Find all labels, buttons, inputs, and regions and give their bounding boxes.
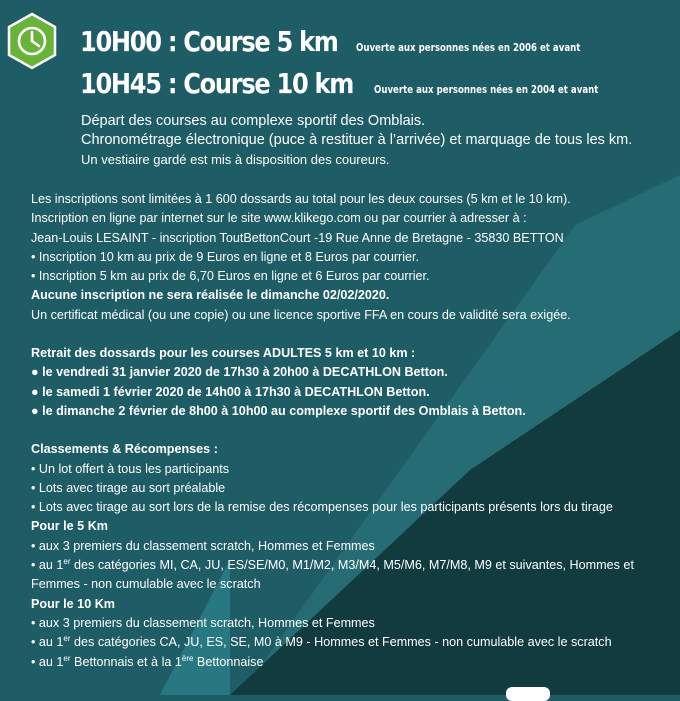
intro-line-vestiaire: Un vestiaire gardé est mis à disposition des coureurs. (81, 152, 390, 167)
ten-km-categories: • au 1er des catégories CA, JU, ES, SE, M0 à M9 - Hommes et Femmes - non cumulable avec le scratch (31, 634, 612, 650)
price-5km: • Inscription 5 km au prix de 6,70 Euros en ligne et 6 Euros par courrier. (31, 269, 430, 284)
retrait-item: ● le dimanche 2 février de 8h00 à 10h00 au complexe sportif des Omblais à Betton. (31, 403, 526, 418)
classement-item: • Un lot offert à tous les participants (31, 461, 230, 476)
race-10km-note: Ouverte aux personnes nées en 2004 et avant (373, 84, 599, 96)
intro-block (81, 112, 632, 169)
price-10km: • Inscription 10 km au prix de 9 Euros en ligne et 8 Euros par courrier. (31, 249, 420, 264)
five-km-title: Pour le 5 Km (31, 519, 108, 534)
five-km-categories: • au 1er des catégories MI, CA, JU, ES/SE/M0, M1/M2, M3/M4, M5/M6, M7/M8, M9 et suivantes, Hommes et Femmes - non cumulable avec le scratch (31, 557, 634, 592)
intro-line-chrono: Chronométrage électronique (puce à restituer à l’arrivée) et marquage de tous les km. (81, 132, 633, 148)
race-10km-heading (80, 67, 648, 100)
classements-title: Classements & Récompenses : (31, 442, 218, 457)
no-inscription-notice: Aucune inscription ne sera réalisée le dimanche 02/02/2020. (31, 288, 390, 303)
ten-km-bettonnais: • au 1er Bettonnais et à la 1ère Bettonnaise (31, 653, 264, 669)
bottom-tab-button[interactable] (506, 687, 550, 701)
clock-icon (6, 12, 58, 70)
race-5km-note: Ouverte aux personnes nées en 2006 et avant (355, 42, 581, 54)
intro-line-depart: Départ des courses au complexe sportif des Omblais. (81, 113, 426, 129)
five-km-scratch: • aux 3 premiers du classement scratch, Hommes et Femmes (31, 538, 375, 553)
retrait-title: Retrait des dossards pour les courses ADULTES 5 km et 10 km : (31, 346, 416, 361)
inscription-limit: Les inscriptions sont limitées à 1 600 dossards au total pour les deux courses (5 km et le 10 km). (31, 192, 571, 206)
classement-item: • Lots avec tirage au sort préalable (31, 480, 226, 495)
classement-item: • Lots avec tirage au sort lors de la remise des récompenses pour les participants présents lors du tirage (31, 500, 613, 515)
race-5km-heading (80, 25, 630, 58)
inscription-address: Jean-Louis LESAINT - inscription ToutBettonCourt -19 Rue Anne de Bretagne - 35830 BETTON (31, 230, 564, 245)
retrait-item: ● le vendredi 31 janvier 2020 de 17h30 à 20h00 à DECATHLON Betton. (31, 365, 448, 380)
race-10km-title: 10H45 : Course 10 km (80, 67, 354, 100)
info-body (31, 190, 651, 672)
certificate-notice: Un certificat médical (ou une copie) ou une licence sportive FFA en cours de validité sera exigée. (31, 307, 571, 322)
inscription-online: Inscription en ligne par internet sur le site www.klikego.com ou par courrier à adresser à : (31, 211, 527, 226)
race-5km-title: 10H00 : Course 5 km (80, 25, 338, 58)
ten-km-scratch: • aux 3 premiers du classement scratch, Hommes et Femmes (31, 615, 375, 630)
retrait-item: ● le samedi 1 février 2020 de 14h00 à 17h30 à DECATHLON Betton. (31, 384, 430, 399)
ten-km-title: Pour le 10 Km (31, 596, 115, 611)
